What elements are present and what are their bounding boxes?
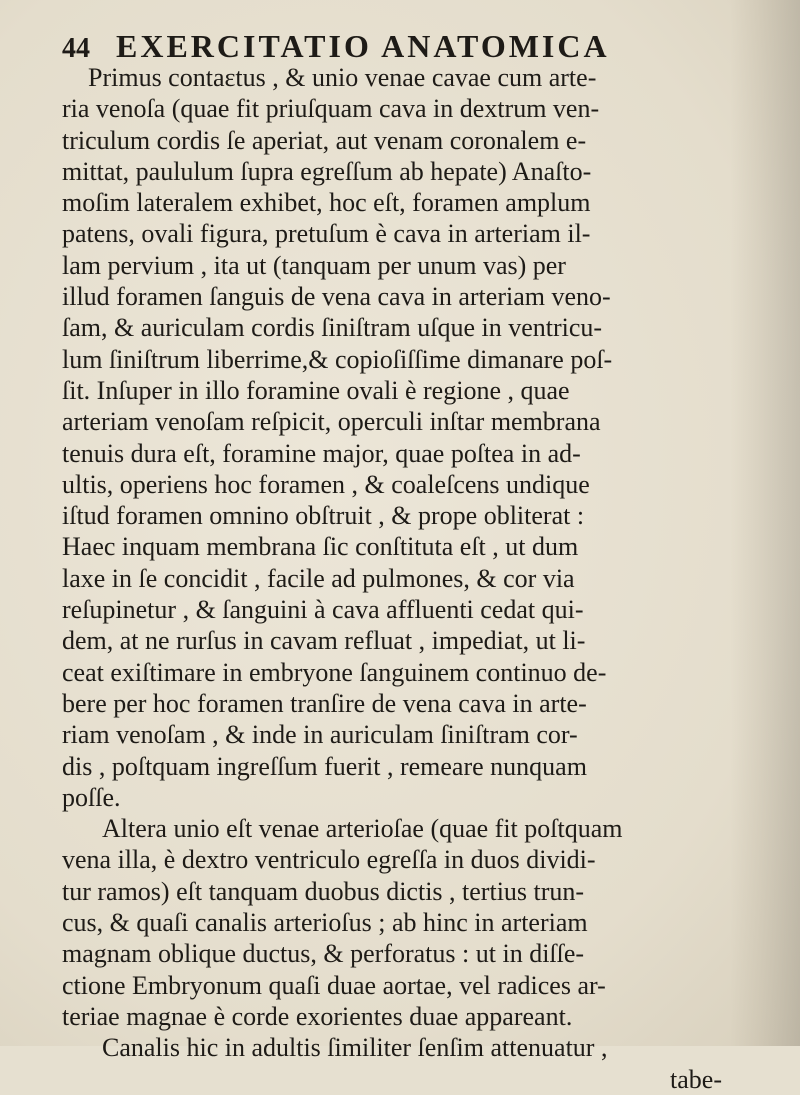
page-number: 44 [62,33,90,64]
text-line: cus, & quaſi canalis arterioſus ; ab hinc in arteriam [62,908,588,938]
text-line: triculum cordis ſe aperiat, aut venam coronalem e- [62,125,587,155]
text-line: moſim lateralem exhibet, hoc eſt, foramen amplum [62,188,591,218]
text-line: poſſe. [62,782,121,812]
text-line: dis , poſtquam ingreſſum fuerit , remeare nunquam [62,751,587,781]
text-line: ultis, operiens hoc foramen , & coaleſcens undique [62,469,590,499]
text-line: vena illa, è dextro ventriculo egreſſa in duos dividi- [62,845,596,875]
text-line: ſit. Inſuper in illo foramine ovali è regione , quae [62,375,570,405]
text-line: riam venoſam , & inde in auriculam ſiniſtram cor- [62,720,578,750]
text-line: lum ſiniſtrum liberrime,& copioſiſſime dimanare poſ- [62,344,613,374]
text-line: laxe in ſe concidit , facile ad pulmones, & cor via [62,563,575,593]
text-line: tur ramos) eſt tanquam duobus dictis , tertius trun- [62,876,585,906]
text-line: ria venoſa (quae fit priuſquam cava in dextrum ven- [62,94,600,124]
body-text [62,62,722,1095]
text-line: lam pervium , ita ut (tanquam per unum vas) per [62,250,566,280]
text-line: tabe- [670,1064,722,1094]
text-line: Canalis hic in adultis ſimiliter ſenſim attenuatur , [102,1033,608,1063]
text-line: bere per hoc foramen tranſire de vena cava in arte- [62,688,587,718]
text-line: iſtud foramen omnino obſtruit , & prope obliterat : [62,501,585,531]
text-line: mittat, paululum ſupra egreſſum ab hepate) Anaſto- [62,156,592,186]
text-line: reſupinetur , & ſanguini à cava affluenti cedat qui- [62,595,584,625]
text-line: Primus contaɛtus , & unio venae cavae cum arte- [88,63,597,92]
text-line: ſam, & auriculam cordis ſiniſtram uſque in ventricu- [62,313,603,343]
text-line: teriae magnae è corde exorientes duae appareant. [62,1001,573,1031]
page-edge-shadow [730,0,800,1046]
running-title: EXERCITATIO ANATOMICA [116,28,610,64]
text-line: ctione Embryonum quaſi duae aortae, vel radices ar- [62,970,606,1000]
text-line: arteriam venoſam reſpicit, operculi inſtar membrana [62,407,601,437]
text-line: illud foramen ſanguis de vena cava in arteriam veno- [62,282,611,312]
text-line: Altera unio eſt venae arterioſae (quae fit poſtquam [102,814,623,844]
text-line: tenuis dura eſt, foramine major, quae poſtea in ad- [62,438,581,468]
text-line: patens, ovali figura, pretuſum è cava in arteriam il- [62,219,591,249]
text-line: Haec inquam membrana ſic conſtituta eſt , ut dum [62,532,579,562]
text-line: ceat exiſtimare in embryone ſanguinem continuo de- [62,657,607,687]
text-line: dem, at ne rurſus in cavam refluat , impediat, ut li- [62,626,586,656]
text-line: magnam oblique ductus, & perforatus : ut in diſſe- [62,939,585,969]
